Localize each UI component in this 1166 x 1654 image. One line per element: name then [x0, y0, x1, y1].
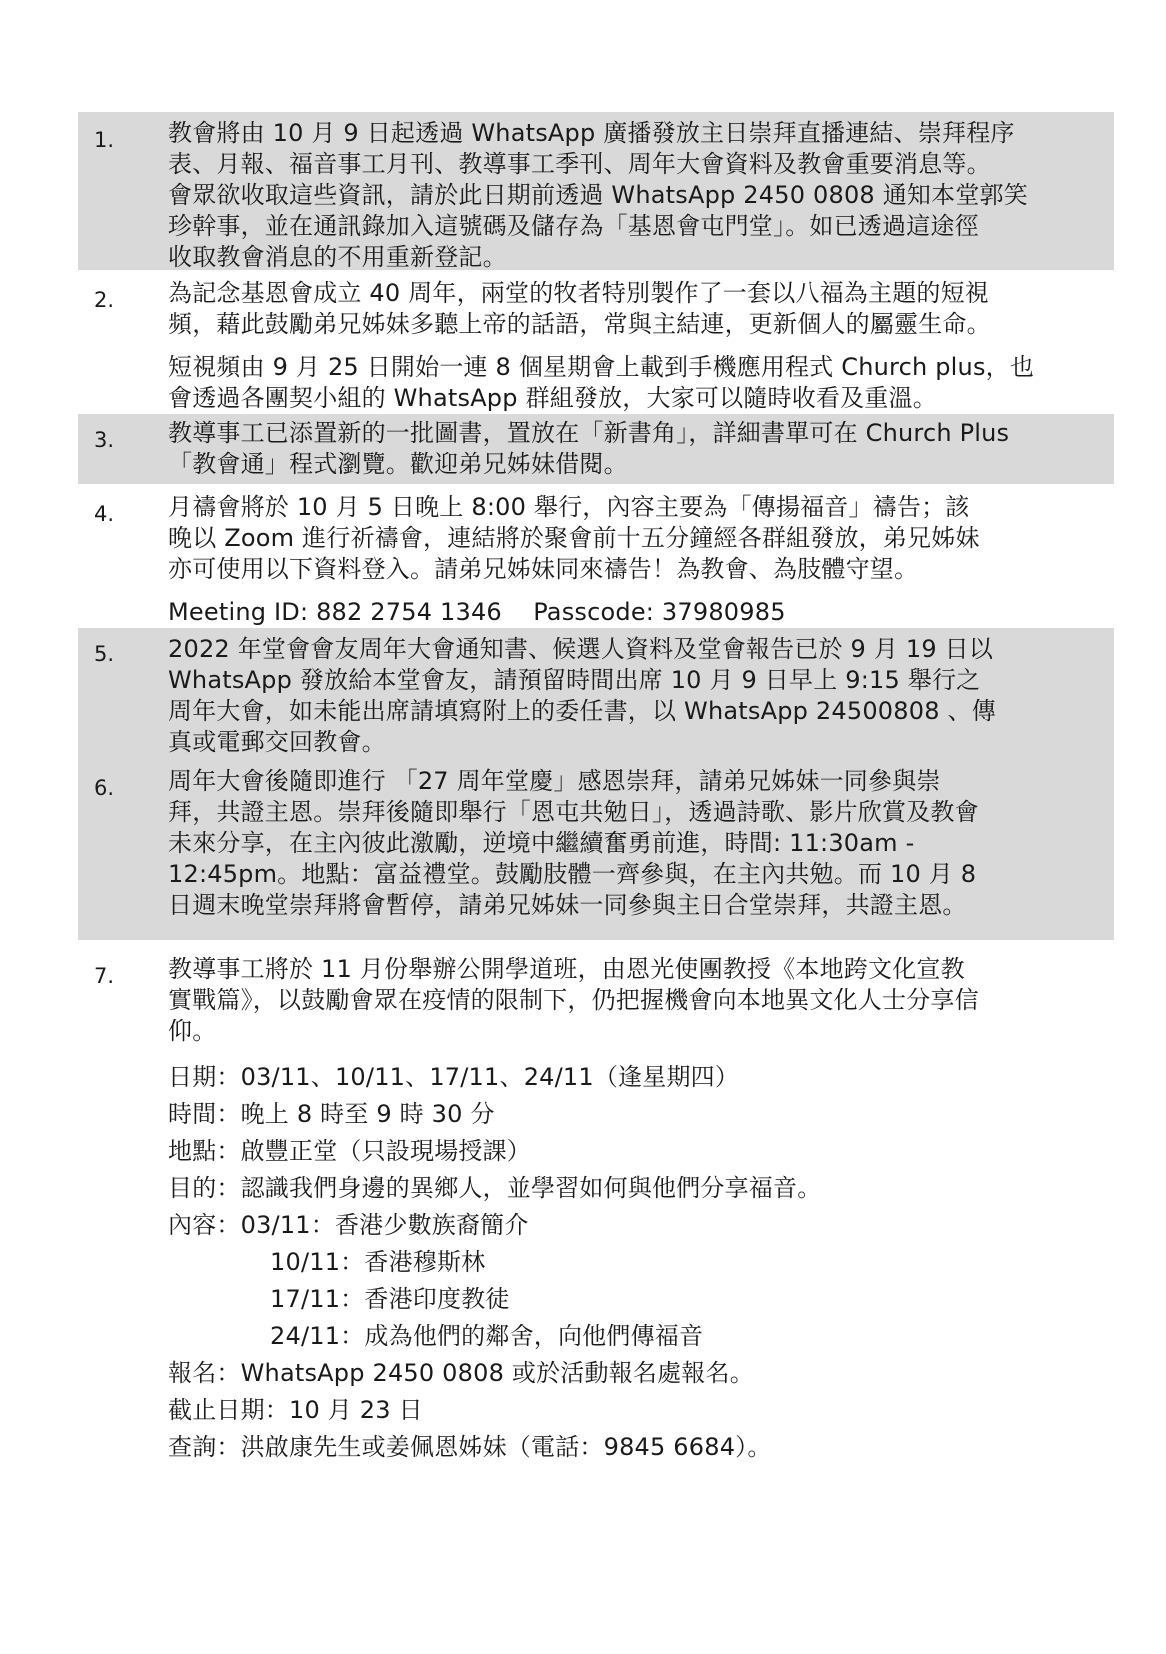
- text-line: 表、月報、福音事工月刊、教導事工季刊、周年大會資料及教會重要消息等。: [168, 150, 991, 178]
- item-number: 6.: [94, 776, 115, 800]
- item-number: 4.: [94, 502, 115, 526]
- text-line: 晚以 Zoom 進行祈禱會，連結將於聚會前十五分鐘經各群組發放，弟兄姊妹: [168, 524, 980, 552]
- notice-item-4: [78, 488, 1114, 624]
- text-line: 拜，共證主恩。崇拜後隨即舉行「恩屯共勉日」，透過詩歌、影片欣賞及教會: [168, 798, 979, 826]
- schedule-deadline: 截止日期：10 月 23 日: [168, 1396, 423, 1424]
- item-number: 3.: [94, 428, 115, 452]
- notice-item-5-6: [78, 628, 1114, 940]
- text-line: 收取教會消息的不用重新登記。: [168, 243, 507, 271]
- item-text: [168, 766, 1104, 921]
- schedule-content-line: 17/11：香港印度教徒: [270, 1285, 510, 1313]
- text-line: 為記念基恩會成立 40 周年，兩堂的牧者特別製作了一套以八福為主題的短視: [168, 279, 989, 307]
- schedule-venue: 地點：啟豐正堂（只設現場授課）: [168, 1137, 531, 1165]
- item-text: [168, 278, 1104, 414]
- item-text: [168, 118, 1104, 273]
- text-line: 教導事工已添置新的一批圖書，置放在「新書角」，詳細書單可在 Church Plus: [168, 419, 1010, 447]
- schedule-content-line: 10/11：香港穆斯林: [270, 1248, 486, 1276]
- schedule-time: 時間：晚上 8 時至 9 時 30 分: [168, 1100, 495, 1128]
- item-text: [168, 954, 1104, 1466]
- item-number: 1.: [94, 128, 115, 152]
- text-line: 教會將由 10 月 9 日起透過 WhatsApp 廣播發放主日崇拜直播連結、崇拜程序: [168, 119, 1015, 147]
- schedule-purpose: 目的：認識我們身邊的異鄉人，並學習如何與他們分享福音。: [168, 1174, 822, 1202]
- text-line: 「教會通」程式瀏覽。歡迎弟兄姊妹借閱。: [168, 450, 628, 478]
- text-line: 會透過各團契小組的 WhatsApp 群組發放，大家可以隨時收看及重溫。: [168, 384, 937, 412]
- text-line: 日週末晚堂崇拜將會暫停，請弟兄姊妹一同參與主日合堂崇拜，共證主恩。: [168, 891, 967, 919]
- text-line: 未來分享，在主內彼此激勵，逆境中繼續奮勇前進，時間: 11:30am -: [168, 829, 915, 857]
- schedule-date: 日期：03/11、10/11、17/11、24/11（逢星期四）: [168, 1063, 740, 1091]
- text-line: 實戰篇》，以鼓勵會眾在疫情的限制下，仍把握機會向本地異文化人士分享信: [168, 986, 979, 1014]
- text-line: 周年大會，如未能出席請填寫附上的委任書，以 WhatsApp 24500808 、傳: [168, 697, 996, 725]
- course-schedule: [168, 1059, 1104, 1466]
- notice-item-3: [78, 414, 1114, 484]
- text-line: 頻，藉此鼓勵弟兄姊妹多聽上帝的話語，常與主結連，更新個人的屬靈生命。: [168, 310, 991, 338]
- item-text: [168, 418, 1104, 480]
- notice-item-1: [78, 112, 1114, 270]
- text-line: 仰。: [168, 1017, 217, 1045]
- item-number: 5.: [94, 642, 115, 666]
- text-line: 12:45pm。地點：富益禮堂。鼓勵肢體一齊參與，在主內共勉。而 10 月 8: [168, 860, 977, 888]
- item-number: 2.: [94, 288, 115, 312]
- item-text: [168, 634, 1104, 758]
- item-text: [168, 492, 1104, 628]
- text-line: 亦可使用以下資料登入。請弟兄姊妹同來禱告！為教會、為肢體守望。: [168, 555, 919, 583]
- text-line: 周年大會後隨即進行 「27 周年堂慶」感恩崇拜，請弟兄姊妹一同參與崇: [168, 767, 941, 795]
- notice-item-2: [78, 274, 1114, 416]
- text-line: WhatsApp 發放給本堂會友，請預留時間出席 10 月 9 日早上 9:15 舉行之: [168, 666, 981, 694]
- text-line: 會眾欲收取這些資訊，請於此日期前透過 WhatsApp 2450 0808 通知本堂郭笑: [168, 181, 1028, 209]
- text-line: 教導事工將於 11 月份舉辦公開學道班，由恩光使團教授《本地跨文化宣教: [168, 955, 965, 983]
- text-line: 珍幹事，並在通訊錄加入這號碼及儲存為「基恩會屯門堂」。如已透過這途徑: [168, 212, 979, 240]
- schedule-enquiry: 查詢：洪啟康先生或姜佩恩姊妹（電話：9845 6684）。: [168, 1433, 772, 1461]
- text-line: 月禱會將於 10 月 5 日晚上 8:00 舉行，內容主要為「傳揚福音」禱告；該: [168, 493, 970, 521]
- text-line: 2022 年堂會會友周年大會通知書、候選人資料及堂會報告已於 9 月 19 日以: [168, 635, 994, 663]
- schedule-registration: 報名：WhatsApp 2450 0808 或於活動報名處報名。: [168, 1359, 754, 1387]
- text-line: 短視頻由 9 月 25 日開始一連 8 個星期會上載到手機應用程式 Church plus，也: [168, 353, 1035, 381]
- item-number: 7.: [94, 964, 115, 988]
- schedule-content-line: 24/11：成為他們的鄰舍，向他們傳福音: [270, 1322, 704, 1350]
- schedule-content: 內容：03/11：香港少數族裔簡介: [168, 1211, 529, 1239]
- text-line: 真或電郵交回教會。: [168, 728, 386, 756]
- meeting-info: Meeting ID: 882 2754 1346 Passcode: 37980985: [168, 598, 786, 626]
- notice-item-7: [78, 950, 1114, 1510]
